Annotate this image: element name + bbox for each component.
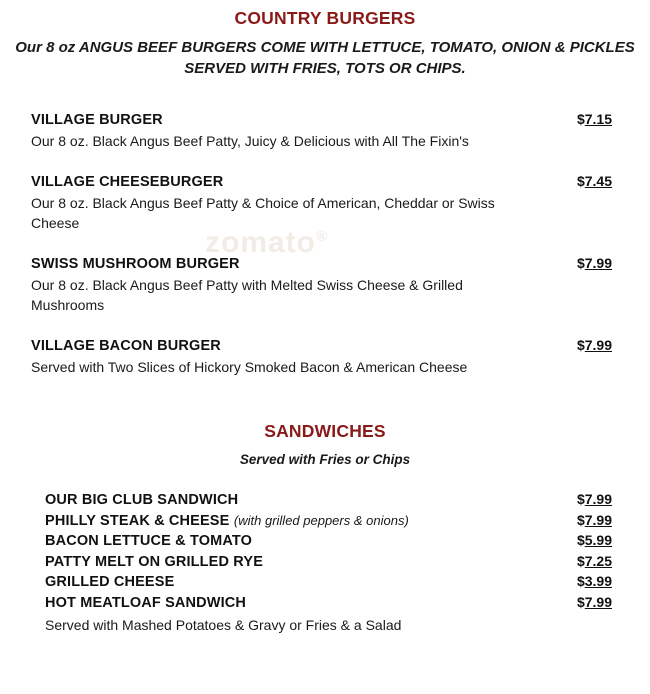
sandwich-price	[577, 572, 612, 592]
sandwich-name-wrap	[45, 572, 174, 593]
price-amount: 7.45	[584, 173, 612, 189]
currency-symbol: $	[576, 255, 585, 271]
list-item	[45, 531, 612, 552]
currency-symbol: $	[576, 593, 585, 610]
sandwich-name: BACON LETTUCE & TOMATO	[45, 533, 253, 549]
section-subtitle-sandwiches: Served with Fries or Chips	[239, 452, 411, 467]
currency-symbol: $	[576, 552, 585, 569]
sandwich-name: PATTY MELT ON GRILLED RYE	[45, 553, 264, 570]
menu-item-description: Served with Two Slices of Hickory Smoked Bacon & American Cheese	[31, 359, 468, 375]
menu-page	[0, 8, 650, 635]
sandwich-price	[577, 593, 612, 613]
burger-item-list	[0, 111, 650, 377]
section-subtitle-country-burgers	[0, 37, 650, 79]
menu-item	[31, 255, 612, 315]
menu-item-header	[31, 337, 612, 354]
menu-item-price	[577, 337, 612, 353]
sandwich-name-wrap	[45, 490, 238, 511]
list-item	[45, 572, 612, 593]
sandwich-name-wrap	[45, 511, 409, 532]
menu-item-header	[31, 173, 612, 190]
sandwich-name-wrap	[45, 531, 252, 552]
currency-symbol: $	[576, 173, 585, 189]
menu-item-name: VILLAGE BACON BURGER	[31, 338, 221, 354]
section-title-sandwiches: SANDWICHES	[264, 421, 386, 441]
currency-symbol: $	[576, 573, 585, 589]
list-item	[45, 593, 612, 614]
menu-item-price	[577, 255, 612, 271]
list-item	[45, 511, 612, 532]
menu-item-name: VILLAGE CHEESEBURGER	[31, 174, 224, 190]
menu-item-description: Our 8 oz. Black Angus Beef Patty & Choice of American, Cheddar or Swiss Cheese	[31, 195, 495, 231]
sandwich-price	[577, 552, 612, 572]
price-amount: 7.99	[584, 255, 612, 271]
sandwich-name: PHILLY STEAK & CHEESE	[45, 512, 230, 529]
burgers-subtitle-line-1: Our 8 oz ANGUS BEEF BURGERS COME WITH LETTUCE, TOMATO, ONION & PICKLES	[15, 39, 635, 56]
menu-item-description: Our 8 oz. Black Angus Beef Patty, Juicy & Delicious with All The Fixin's	[31, 133, 469, 149]
menu-item	[31, 173, 612, 233]
sandwich-price	[577, 531, 612, 551]
watermark-registered-mark: ®	[316, 228, 329, 245]
menu-item-header	[31, 111, 612, 128]
sandwich-name: OUR BIG CLUB SANDWICH	[45, 492, 239, 508]
sandwich-name-wrap	[45, 593, 246, 614]
currency-symbol: $	[576, 111, 585, 127]
menu-item-name: VILLAGE BURGER	[31, 112, 163, 128]
watermark-text: zomato	[205, 226, 316, 259]
sandwich-name: HOT MEATLOAF SANDWICH	[45, 594, 247, 611]
currency-symbol: $	[576, 532, 585, 548]
price-amount: 7.25	[584, 552, 612, 569]
sandwich-name: GRILLED CHEESE	[45, 574, 175, 590]
burgers-subtitle-line-2: SERVED WITH FRIES, TOTS OR CHIPS.	[184, 60, 466, 77]
sandwich-name-wrap	[45, 552, 263, 573]
price-amount: 7.99	[584, 593, 612, 610]
sandwich-price	[577, 511, 612, 531]
section-title-country-burgers: COUNTRY BURGERS	[234, 8, 416, 28]
menu-item-name: SWISS MUSHROOM BURGER	[31, 256, 240, 272]
sandwich-price	[577, 490, 612, 510]
menu-item-price	[577, 111, 612, 127]
price-amount: 7.15	[584, 111, 612, 127]
sandwich-note: (with grilled peppers & onions)	[233, 512, 409, 528]
price-amount: 5.99	[584, 532, 612, 548]
list-item	[45, 552, 612, 573]
price-amount: 7.99	[584, 337, 612, 353]
currency-symbol: $	[576, 511, 585, 528]
menu-item-description: Our 8 oz. Black Angus Beef Patty with Melted Swiss Cheese & Grilled Mushrooms	[31, 277, 463, 313]
sandwich-item-list	[0, 490, 650, 635]
currency-symbol: $	[576, 337, 585, 353]
currency-symbol: $	[576, 491, 585, 507]
menu-item	[31, 337, 612, 377]
price-amount: 7.99	[584, 511, 612, 528]
price-amount: 7.99	[584, 491, 612, 507]
menu-item-price	[577, 173, 612, 189]
menu-item	[31, 111, 612, 151]
price-amount: 3.99	[584, 573, 612, 589]
list-item	[45, 490, 612, 511]
sandwich-footnote: Served with Mashed Potatoes & Gravy or Fries & a Salad	[45, 617, 402, 633]
menu-item-header	[31, 255, 612, 272]
